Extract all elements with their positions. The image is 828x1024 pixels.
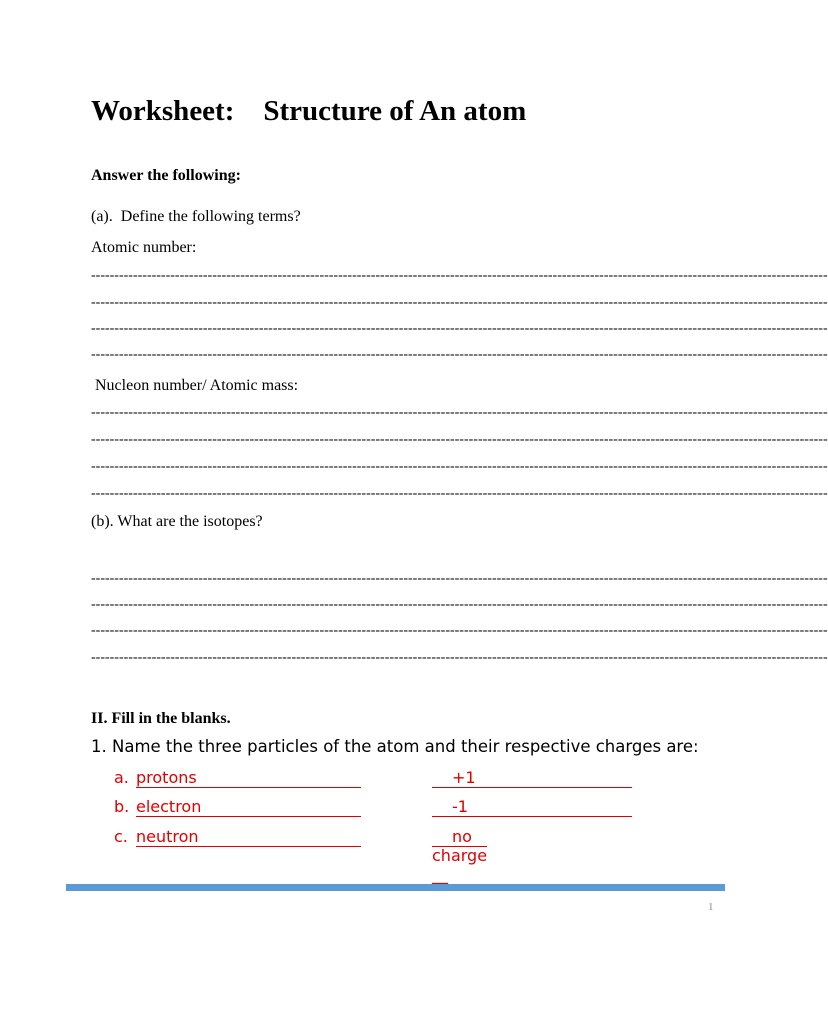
particle-answer: neutron bbox=[136, 827, 361, 847]
answer-line: -------------------------------------------------------------------------------------------------------------------------------------------------------------- bbox=[91, 650, 828, 665]
answer-line: -------------------------------------------------------------------------------------------------------------------------------------------------------------- bbox=[91, 268, 828, 283]
answer-label: c. bbox=[114, 827, 128, 846]
charge-answer bbox=[432, 797, 632, 817]
worksheet-title: Worksheet: Structure of An atom bbox=[91, 95, 527, 127]
answer-line: -------------------------------------------------------------------------------------------------------------------------------------------------------------- bbox=[91, 623, 828, 638]
question-a: (a). Define the following terms? bbox=[91, 208, 301, 225]
charge-value: no charge __ bbox=[432, 827, 488, 884]
page-number: 1 bbox=[708, 901, 714, 913]
answer-line: -------------------------------------------------------------------------------------------------------------------------------------------------------------- bbox=[91, 321, 828, 336]
answer-line: -------------------------------------------------------------------------------------------------------------------------------------------------------------- bbox=[91, 432, 828, 447]
answer-label: a. bbox=[114, 768, 129, 787]
answer-line: -------------------------------------------------------------------------------------------------------------------------------------------------------------- bbox=[91, 347, 828, 362]
answer-label: b. bbox=[114, 797, 130, 816]
footer-divider bbox=[66, 884, 725, 891]
answer-line: -------------------------------------------------------------------------------------------------------------------------------------------------------------- bbox=[91, 597, 828, 612]
answer-line: -------------------------------------------------------------------------------------------------------------------------------------------------------------- bbox=[91, 459, 828, 474]
charge-answer bbox=[432, 827, 488, 884]
particle-answer: electron bbox=[136, 797, 361, 817]
charge-value: -1 bbox=[452, 797, 468, 816]
section-ii-heading: II. Fill in the blanks. bbox=[91, 710, 231, 727]
answer-line: -------------------------------------------------------------------------------------------------------------------------------------------------------------- bbox=[91, 405, 828, 420]
term-nucleon-number: Nucleon number/ Atomic mass: bbox=[91, 377, 299, 394]
particle-answer: protons bbox=[136, 768, 361, 788]
answer-line: -------------------------------------------------------------------------------------------------------------------------------------------------------------- bbox=[91, 571, 828, 586]
question-b: (b). What are the isotopes? bbox=[91, 513, 263, 530]
answer-line: -------------------------------------------------------------------------------------------------------------------------------------------------------------- bbox=[91, 295, 828, 310]
charge-value: +1 bbox=[452, 768, 476, 787]
term-atomic-number: Atomic number: bbox=[91, 239, 197, 256]
answer-line: -------------------------------------------------------------------------------------------------------------------------------------------------------------- bbox=[91, 486, 828, 501]
charge-answer bbox=[432, 768, 632, 788]
fill-question-1: 1. Name the three particles of the atom and their respective charges are: bbox=[91, 737, 699, 756]
instruction-heading: Answer the following: bbox=[91, 167, 241, 184]
